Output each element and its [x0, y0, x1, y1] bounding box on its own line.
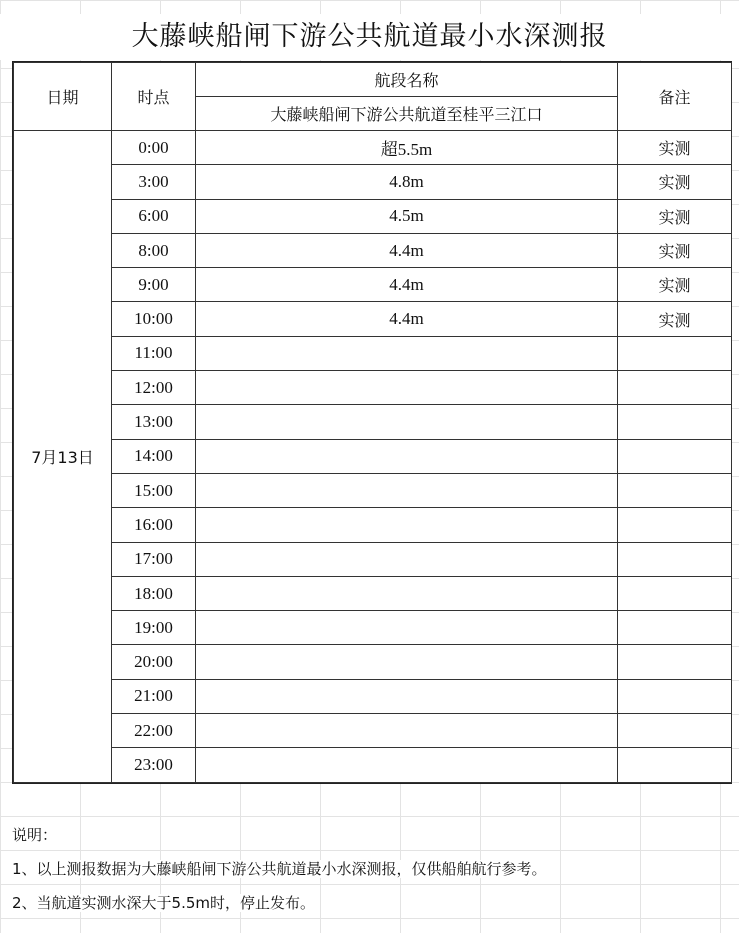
depth-cell [196, 473, 618, 507]
table-row [14, 131, 732, 165]
table-row [14, 165, 732, 199]
depth-cell [196, 405, 618, 439]
table-row [14, 233, 732, 267]
depth-cell: 4.4m [196, 233, 618, 267]
note-item-1: 1、以上测报数据为大藤峡船闸下游公共航道最小水深测报，仅供船舶航行参考。 [12, 860, 547, 878]
depth-cell: 4.4m [196, 268, 618, 302]
table-row [14, 679, 732, 713]
table-row [14, 302, 732, 336]
notes-heading: 说明： [12, 826, 58, 844]
header-segment: 大藤峡船闸下游公共航道至桂平三江口 [196, 97, 618, 131]
table-row [14, 405, 732, 439]
depth-cell: 4.4m [196, 302, 618, 336]
time-cell: 16:00 [112, 508, 196, 542]
time-cell: 9:00 [112, 268, 196, 302]
remark-cell: 实测 [618, 131, 732, 165]
time-cell: 6:00 [112, 199, 196, 233]
depth-cell: 4.5m [196, 199, 618, 233]
remark-cell [618, 473, 732, 507]
depth-cell [196, 542, 618, 576]
date-cell: 7月13日 [14, 131, 112, 783]
depth-cell: 4.8m [196, 165, 618, 199]
remark-cell [618, 542, 732, 576]
table-row [14, 748, 732, 782]
time-cell: 10:00 [112, 302, 196, 336]
remark-cell [618, 336, 732, 370]
time-cell: 19:00 [112, 611, 196, 645]
table-row [14, 576, 732, 610]
header-date: 日期 [14, 63, 112, 131]
remark-cell: 实测 [618, 165, 732, 199]
depth-cell [196, 679, 618, 713]
time-cell: 20:00 [112, 645, 196, 679]
depth-cell [196, 439, 618, 473]
remark-cell [618, 371, 732, 405]
time-cell: 3:00 [112, 165, 196, 199]
remark-cell [618, 748, 732, 782]
note-item-2: 2、当航道实测水深大于5.5m时，停止发布。 [12, 894, 316, 912]
table-row [14, 336, 732, 370]
remark-cell [618, 679, 732, 713]
remark-cell [618, 439, 732, 473]
time-cell: 12:00 [112, 371, 196, 405]
table-row [14, 199, 732, 233]
remark-cell [618, 611, 732, 645]
depth-cell [196, 508, 618, 542]
depth-cell [196, 748, 618, 782]
time-cell: 15:00 [112, 473, 196, 507]
time-cell: 14:00 [112, 439, 196, 473]
time-cell: 0:00 [112, 131, 196, 165]
table-row [14, 714, 732, 748]
page-title: 大藤峡船闸下游公共航道最小水深测报 [0, 14, 739, 60]
depth-report-table [12, 61, 732, 784]
depth-cell [196, 645, 618, 679]
depth-cell: 超5.5m [196, 131, 618, 165]
remark-cell [618, 405, 732, 439]
remark-cell [618, 714, 732, 748]
table-row [14, 371, 732, 405]
remark-cell [618, 508, 732, 542]
table-row [14, 268, 732, 302]
remark-cell: 实测 [618, 302, 732, 336]
remark-cell: 实测 [618, 199, 732, 233]
depth-cell [196, 576, 618, 610]
table-row [14, 645, 732, 679]
remark-cell [618, 645, 732, 679]
time-cell: 13:00 [112, 405, 196, 439]
header-remark: 备注 [618, 63, 732, 131]
header-segment-group: 航段名称 [196, 63, 618, 97]
time-cell: 18:00 [112, 576, 196, 610]
table-row [14, 473, 732, 507]
depth-cell [196, 611, 618, 645]
table-row [14, 439, 732, 473]
time-cell: 22:00 [112, 714, 196, 748]
time-cell: 17:00 [112, 542, 196, 576]
depth-cell [196, 336, 618, 370]
table-row [14, 508, 732, 542]
time-cell: 21:00 [112, 679, 196, 713]
header-time: 时点 [112, 63, 196, 131]
time-cell: 11:00 [112, 336, 196, 370]
table-row [14, 611, 732, 645]
time-cell: 23:00 [112, 748, 196, 782]
depth-cell [196, 714, 618, 748]
notes-section [0, 818, 739, 920]
table-row [14, 542, 732, 576]
remark-cell: 实测 [618, 268, 732, 302]
report-table [13, 62, 732, 783]
remark-cell: 实测 [618, 233, 732, 267]
depth-cell [196, 371, 618, 405]
remark-cell [618, 576, 732, 610]
time-cell: 8:00 [112, 233, 196, 267]
